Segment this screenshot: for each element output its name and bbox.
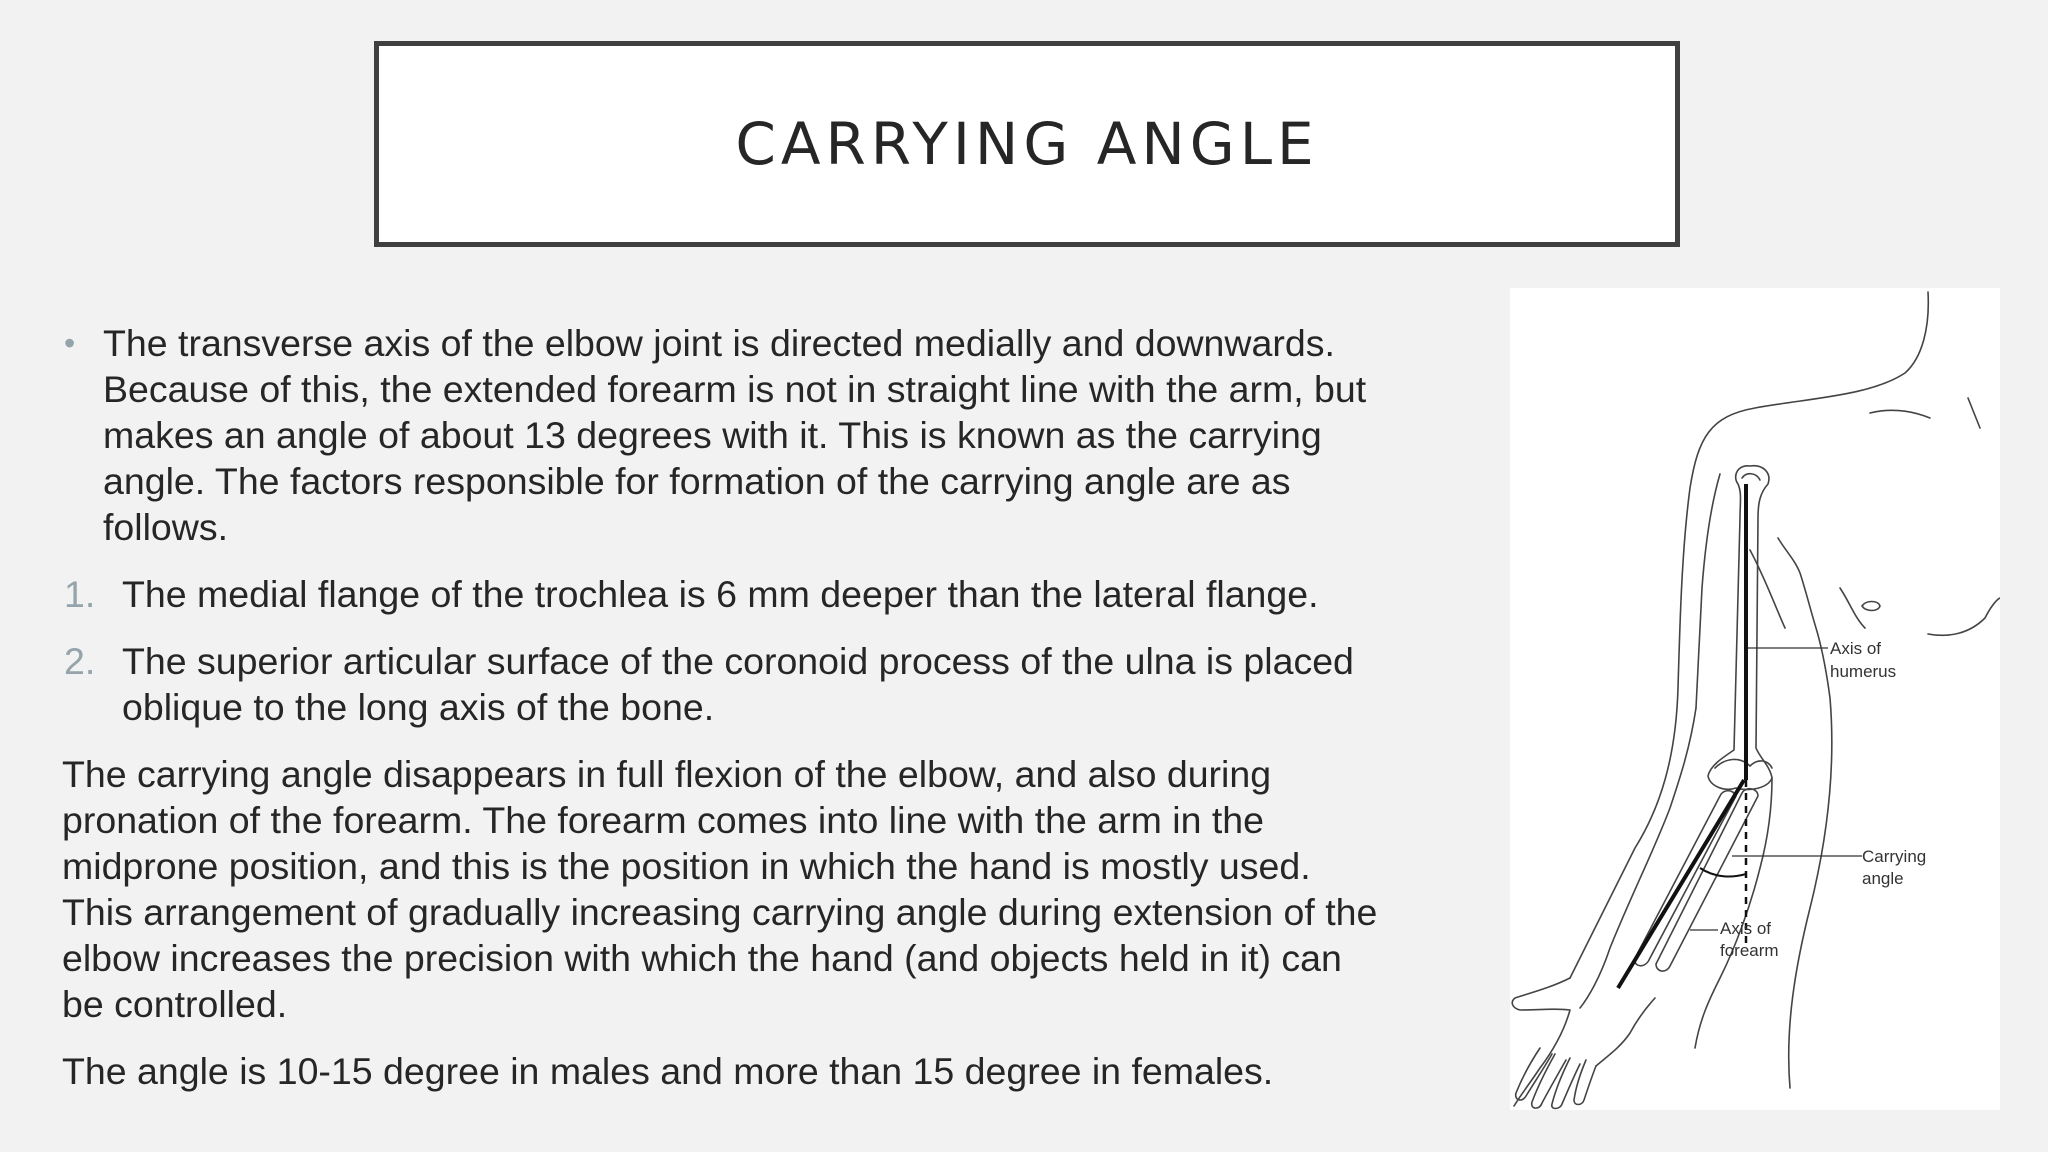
numbered-item-2 [62, 638, 1382, 730]
finger-4 [1574, 1060, 1596, 1105]
humerus-head-detail [1742, 474, 1760, 480]
collar-line [1968, 398, 1980, 428]
bullet-marker: • [64, 325, 76, 361]
numbered-item-1 [62, 571, 1382, 617]
condyle-detail [1715, 759, 1772, 768]
content-area [62, 320, 1382, 1115]
humerus-bone [1708, 466, 1772, 790]
slide-title: CARRYING ANGLE [735, 110, 1319, 178]
upper-arm-outer [1696, 474, 1720, 708]
title-box [374, 41, 1680, 247]
label-axis-humerus-2: humerus [1830, 662, 1897, 681]
forearm-inner [1695, 778, 1772, 1048]
paragraph-angle-range: The angle is 10-15 degree in males and more than 15 degree in females. [62, 1050, 1274, 1092]
finger-1 [1516, 1048, 1552, 1100]
finger-3 [1552, 1058, 1580, 1109]
breast-line [1840, 588, 1865, 628]
arm-illustration [1510, 288, 2000, 1110]
bullet-paragraph [62, 320, 1382, 550]
label-axis-humerus-1: Axis of [1830, 639, 1882, 658]
paragraph-flexion: The carrying angle disappears in full flexion of the elbow, and also during pronation of the forearm. The forearm comes into line with the arm in the midprone position, and this is the position in which the hand is mostly used. This arrangement of gradually increasing carrying angle during extension of the elbow increases the precision with which the hand (and objects held in it) can be controlled. [62, 753, 1378, 1025]
hand-palm [1596, 998, 1655, 1066]
label-carrying-angle-2: angle [1862, 869, 1904, 888]
hand-outline [1512, 978, 1570, 1106]
neck-line [1870, 410, 1930, 418]
chest-right [1928, 598, 2000, 635]
bullet-text: The transverse axis of the elbow joint is directed medially and downwards. Because of this, the extended forearm is not in straight line with the arm, but makes an angle of about 13 degrees with it. This is known as the carrying angle. The factors responsible for formation of the carrying angle are as follows. [103, 322, 1367, 548]
item-number: 2. [64, 640, 96, 682]
item-number: 1. [64, 573, 96, 615]
chest-contour [1750, 550, 1785, 628]
label-axis-forearm-1: Axis of [1720, 919, 1772, 938]
nipple [1862, 602, 1880, 611]
arm-diagram-svg [1510, 288, 2000, 1110]
item-text: The medial flange of the trochlea is 6 mm deeper than the lateral flange. [122, 573, 1319, 615]
torso-side [1778, 538, 1832, 1088]
finger-2 [1532, 1054, 1566, 1108]
label-axis-forearm-2: forearm [1720, 941, 1779, 960]
item-text: The superior articular surface of the coronoid process of the ulna is placed oblique to the long axis of the bone. [122, 640, 1354, 728]
carrying-angle-arc [1700, 868, 1746, 876]
label-carrying-angle-1: Carrying [1862, 847, 1927, 866]
forearm-outer [1580, 708, 1696, 1008]
